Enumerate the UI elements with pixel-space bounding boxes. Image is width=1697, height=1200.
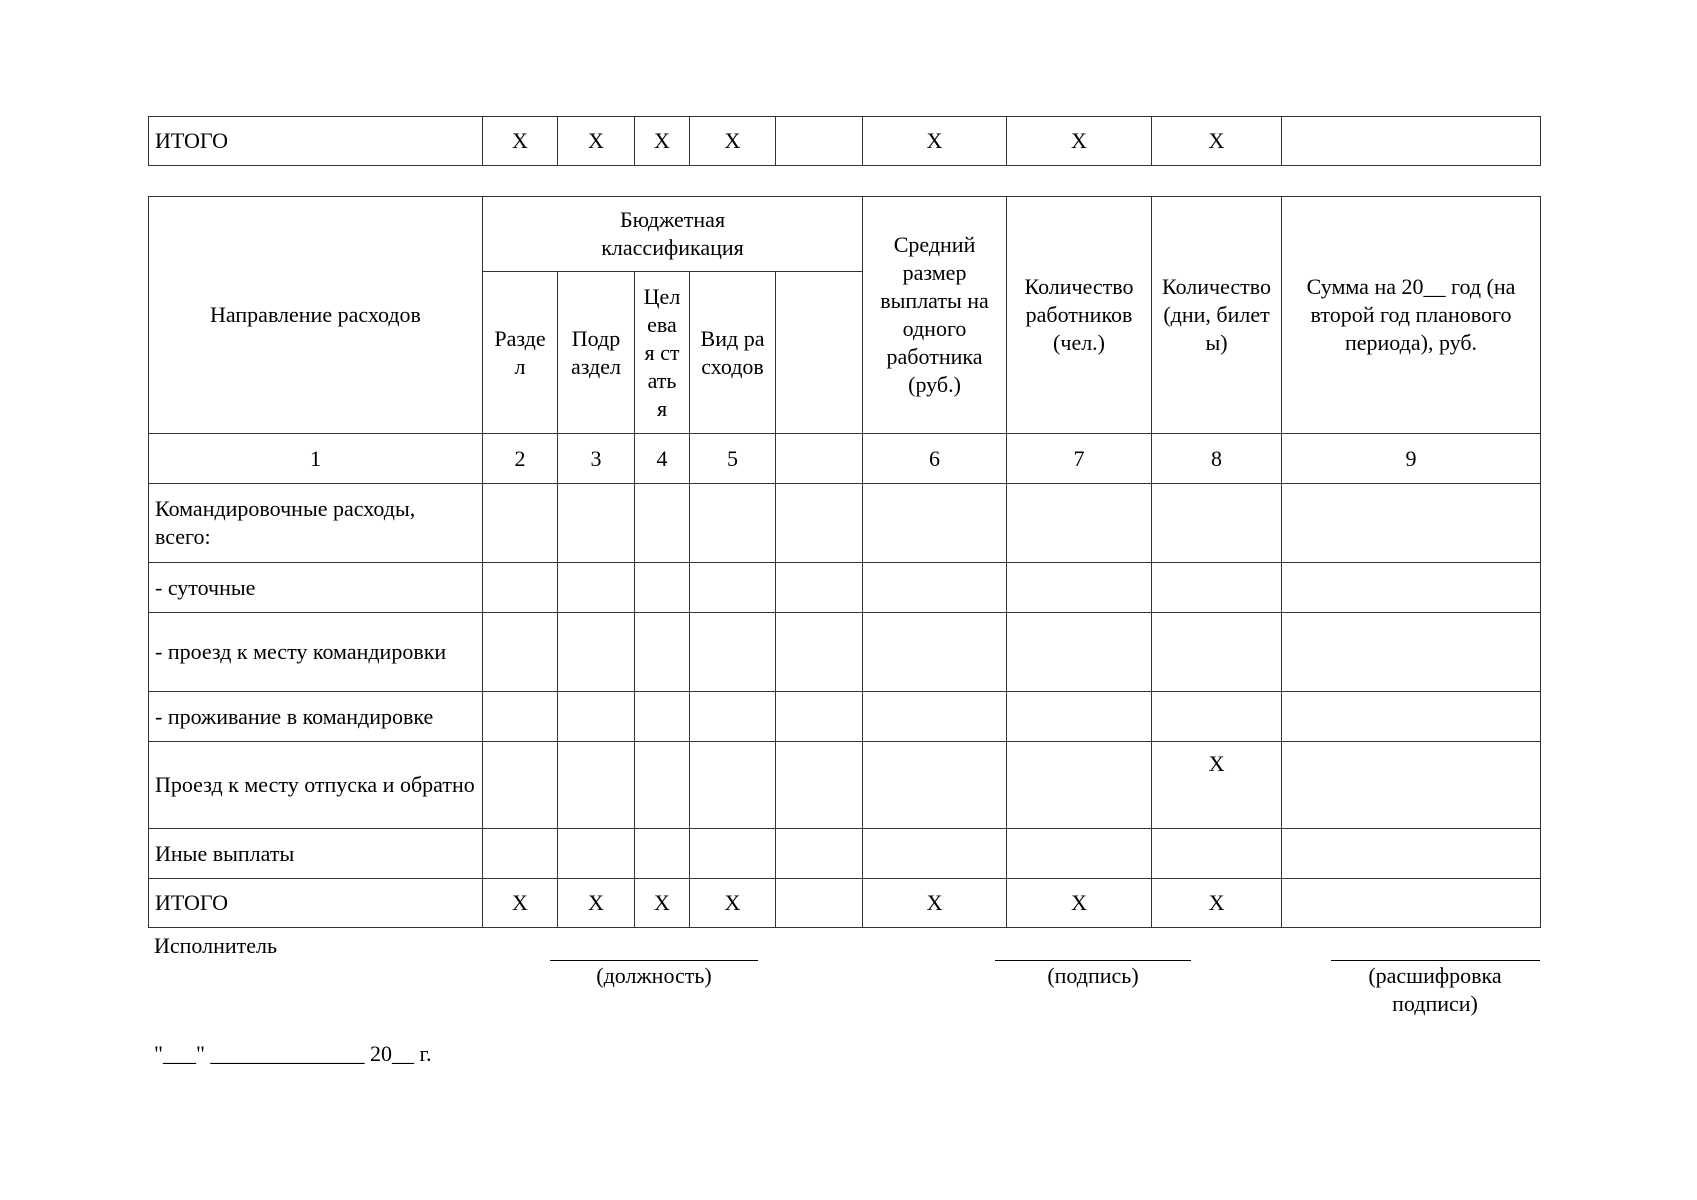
date-line: "___" ______________ 20__ г. (154, 1041, 432, 1066)
header-expense-type (690, 272, 776, 434)
table-row (149, 829, 1541, 879)
table-cell (483, 829, 558, 879)
table-row (149, 484, 1541, 563)
signature-line (995, 960, 1191, 961)
total-cell: X (863, 117, 1007, 166)
table-cell (690, 613, 776, 692)
header-avg-payment-text: Средний размер выплаты на одного работника (руб.) (880, 232, 989, 397)
table-row (149, 692, 1541, 742)
table-cell (558, 692, 635, 742)
table-cell (690, 692, 776, 742)
total-cell: X (483, 117, 558, 166)
header-target-article (635, 272, 690, 434)
decoding-line (1331, 960, 1540, 961)
header-target-article-text: Целевая статья (643, 283, 681, 421)
table-cell (863, 742, 1007, 829)
table-cell (558, 563, 635, 613)
total-cell: X (635, 117, 690, 166)
table-cell (690, 829, 776, 879)
table-cell (1007, 484, 1152, 563)
decoding-caption: (расшифровка подписи) (1368, 963, 1502, 1016)
row-label: Иные выплаты (149, 829, 483, 879)
table-cell (690, 484, 776, 563)
header-subsection-text: Подраздел (571, 325, 621, 379)
table-row (149, 742, 1541, 829)
table-cell (1152, 692, 1282, 742)
table-cell: X (690, 879, 776, 928)
column-number: 2 (483, 434, 558, 484)
table-cell (776, 484, 863, 563)
table-cell (635, 484, 690, 563)
expenses-table (148, 196, 1541, 928)
column-number (776, 434, 863, 484)
table-cell (690, 742, 776, 829)
total-cell (1282, 117, 1541, 166)
header-section (483, 272, 558, 434)
column-number: 9 (1282, 434, 1541, 484)
column-number: 4 (635, 434, 690, 484)
table-cell (558, 613, 635, 692)
table-cell: X (1152, 742, 1282, 829)
table-cell (483, 563, 558, 613)
table-cell (1007, 613, 1152, 692)
header-quantity-text: Количество (дни, билеты) (1162, 274, 1272, 355)
table-cell (1152, 563, 1282, 613)
table-cell (1282, 563, 1541, 613)
table-cell: X (863, 879, 1007, 928)
header-expense-type-text: Вид расходов (700, 325, 765, 379)
total-cell: X (558, 117, 635, 166)
table-cell (1282, 484, 1541, 563)
table-cell (1152, 613, 1282, 692)
row-label: - проживание в командировке (149, 692, 483, 742)
table-cell (558, 484, 635, 563)
table-cell (635, 829, 690, 879)
table-cell: X (483, 879, 558, 928)
header-budget-classification (483, 197, 863, 272)
table-cell (863, 563, 1007, 613)
table-row (149, 613, 1541, 692)
executor-label: Исполнитель (154, 933, 278, 958)
table-cell (1152, 829, 1282, 879)
position-caption: (должность) (596, 963, 712, 988)
row-label: - проезд к месту командировки (149, 613, 483, 692)
table-cell (776, 829, 863, 879)
table-cell (863, 692, 1007, 742)
table-cell (483, 692, 558, 742)
table-cell (635, 742, 690, 829)
column-number: 7 (1007, 434, 1152, 484)
table-cell (483, 484, 558, 563)
header-direction: Направление расходов (149, 197, 483, 434)
header-avg-payment (863, 197, 1007, 434)
table-cell (635, 692, 690, 742)
total-label: ИТОГО (149, 117, 483, 166)
table-cell (558, 742, 635, 829)
table-cell (863, 829, 1007, 879)
table-cell (863, 484, 1007, 563)
table-cell: X (1007, 879, 1152, 928)
table-cell (1282, 879, 1541, 928)
table-cell (483, 613, 558, 692)
signature-caption: (подпись) (1047, 963, 1139, 988)
column-number: 3 (558, 434, 635, 484)
header-section-text: Раздел (494, 325, 546, 379)
header-employee-count-text: Количество работников (чел.) (1024, 274, 1134, 355)
table-row (149, 563, 1541, 613)
table-cell (776, 879, 863, 928)
table-cell: X (558, 879, 635, 928)
table-cell (1282, 742, 1541, 829)
table-cell (1282, 692, 1541, 742)
table-cell: X (635, 879, 690, 928)
header-empty (776, 272, 863, 434)
header-employee-count (1007, 197, 1152, 434)
header-sum (1282, 197, 1541, 434)
total-cell: X (690, 117, 776, 166)
table-cell (776, 742, 863, 829)
table-cell (776, 613, 863, 692)
table-cell (1007, 563, 1152, 613)
table-cell (1007, 742, 1152, 829)
column-number: 5 (690, 434, 776, 484)
table-cell (1007, 829, 1152, 879)
top-total-row (149, 117, 1541, 166)
header-subsection (558, 272, 635, 434)
table-cell (776, 692, 863, 742)
total-cell: X (1007, 117, 1152, 166)
position-line (550, 960, 758, 961)
table-cell (690, 563, 776, 613)
row-label: - суточные (149, 563, 483, 613)
table-cell: X (1152, 879, 1282, 928)
table-cell (635, 563, 690, 613)
table-cell (776, 563, 863, 613)
row-label: Проезд к месту отпуска и обратно (149, 742, 483, 829)
total-cell (776, 117, 863, 166)
table-cell (558, 829, 635, 879)
header-quantity (1152, 197, 1282, 434)
table-total-row (149, 879, 1541, 928)
header-row-1 (149, 197, 1541, 272)
header-sum-text: Сумма на 20__ год (на второй год планового периода), руб. (1306, 274, 1516, 355)
table-cell (1007, 692, 1152, 742)
column-number: 8 (1152, 434, 1282, 484)
row-label: ИТОГО (149, 879, 483, 928)
total-cell: X (1152, 117, 1282, 166)
top-total-table (148, 116, 1541, 166)
column-number: 1 (149, 434, 483, 484)
row-label: Командировочные расходы, всего: (149, 484, 483, 563)
table-cell (1282, 613, 1541, 692)
table-cell (863, 613, 1007, 692)
table-cell (1152, 484, 1282, 563)
table-cell (1282, 829, 1541, 879)
column-number: 6 (863, 434, 1007, 484)
table-cell (483, 742, 558, 829)
column-number-row (149, 434, 1541, 484)
table-cell (635, 613, 690, 692)
header-budget-classification-text: Бюджетная классификация (601, 207, 744, 260)
